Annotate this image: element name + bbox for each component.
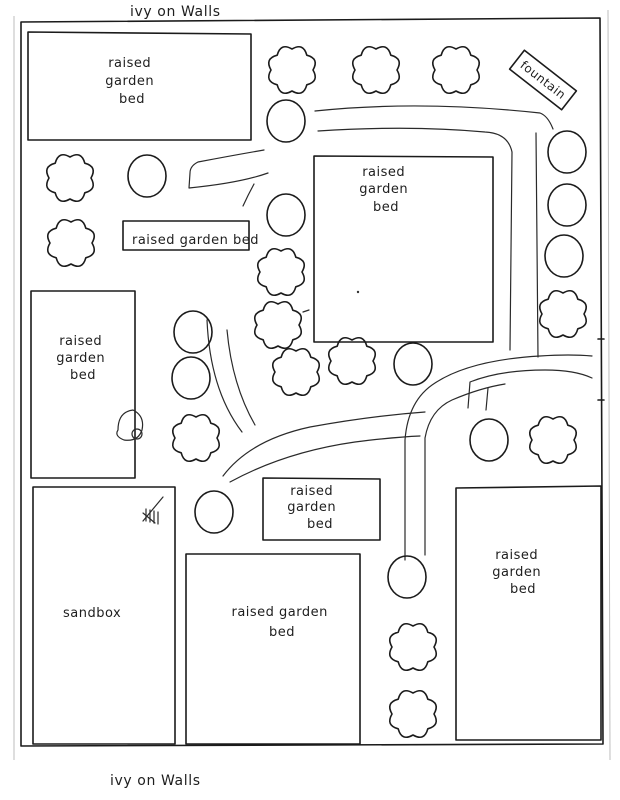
ivy-note-bottom: ivy on Walls [110, 773, 201, 789]
round-tree [267, 194, 305, 236]
marker-dot [303, 291, 359, 312]
rake-sketch [143, 497, 163, 524]
round-tree [548, 131, 586, 173]
bushy-shrub [48, 220, 94, 266]
round-tree [174, 311, 212, 353]
bushy-shrub [530, 417, 576, 463]
round-tree [470, 419, 508, 461]
gate-sketch [117, 410, 143, 440]
round-tree [267, 100, 305, 142]
ivy-note-top: ivy on Walls [130, 4, 221, 20]
raised-bed-7-label: raised garden bed [492, 548, 542, 597]
bushy-shrub [540, 291, 586, 337]
bushy-shrub [329, 338, 375, 384]
raised-bed-3-label: raised garden bed [56, 334, 106, 383]
bushy-shrub [269, 47, 315, 93]
bushy-shrub [173, 415, 219, 461]
raised-bed-1-label: raised garden bed [105, 56, 155, 107]
raised-bed-6 [186, 554, 360, 744]
fountain-label: fountain [517, 57, 569, 103]
sandbox-label: sandbox [63, 606, 122, 621]
raised-bed-6-label: raised garden bed [231, 605, 328, 640]
round-tree [195, 491, 233, 533]
bushy-shrub [353, 47, 399, 93]
bushy-shrub [47, 155, 93, 201]
bushy-shrub [273, 349, 319, 395]
bushy-shrub [390, 624, 436, 670]
round-tree [394, 343, 432, 385]
round-trees [128, 100, 586, 598]
raised-bed-2-label: raised garden bed [132, 233, 260, 248]
round-tree [388, 556, 426, 598]
bushy-shrub [255, 302, 301, 348]
round-tree [128, 155, 166, 197]
bushy-shrub [433, 47, 479, 93]
bushy-shrub [390, 691, 436, 737]
raised-bed-7 [456, 486, 601, 740]
raised-bed-4-label: raised garden bed [359, 165, 409, 215]
round-tree [548, 184, 586, 226]
raised-bed-3 [31, 291, 135, 478]
raised-bed-5-label: raised garden bed [287, 484, 337, 532]
round-tree [545, 235, 583, 277]
round-tree [172, 357, 210, 399]
garden-boundary [14, 10, 610, 760]
garden-beds [28, 32, 601, 744]
bushy-shrub [258, 249, 304, 295]
bushy-shrubs [47, 47, 586, 737]
